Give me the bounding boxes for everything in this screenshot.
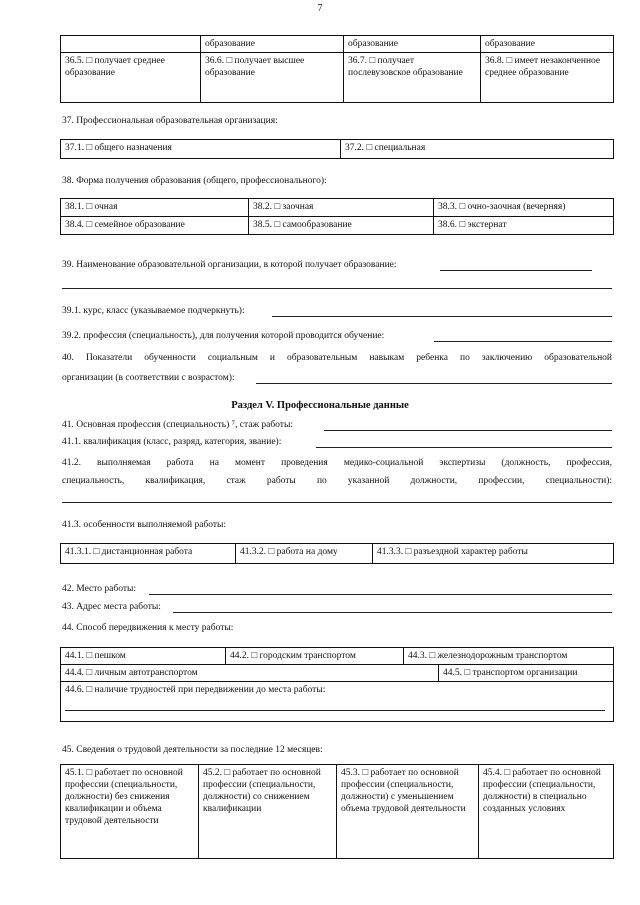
option-38-2[interactable]: 38.2. □ заочная [249,199,434,217]
t36-r1-c2: образование [201,36,344,53]
option-36-7[interactable]: 36.7. □ получает послевузовское образование [344,53,481,103]
page-number: 7 [317,3,323,14]
table-37 [60,139,614,159]
q39-field-line2[interactable] [62,288,612,289]
q41-2-line2: специальность, квалификация, стаж работы по указанной должности, профессии, специальности): [62,476,612,486]
option-44-6[interactable] [61,682,614,722]
option-36-6[interactable]: 36.6. □ получает высшее образование [201,53,344,103]
option-45-1[interactable]: 45.1. □ работает по основной профессии (специальности, должности) без снижения квалификации и объема трудовой деятельности [61,765,199,859]
option-38-6[interactable]: 38.6. □ экстернат [434,217,614,235]
option-38-3[interactable]: 38.3. □ очно-заочная (вечерняя) [434,199,614,217]
table-45 [60,764,614,859]
option-41-3-1[interactable]: 41.3.1. □ дистанционная работа [61,544,236,564]
q41-2-field[interactable] [62,502,612,503]
option-44-4[interactable]: 44.4. □ личным автотранспортом [61,665,439,682]
option-38-5[interactable]: 38.5. □ самообразование [249,217,434,235]
t36-r1-c1 [61,36,201,53]
q42-label: 42. Место работы: [62,584,136,594]
q41-2-line1: 41.2. выполняемая работа на момент проведения медико-социальной экспертизы (должность, профессия, [62,458,612,468]
option-45-4[interactable]: 45.4. □ работает по основной профессии (специальности, должности) в специально созданных условиях [479,765,614,859]
q37-label: 37. Профессиональная образовательная организация: [62,116,278,126]
option-44-5[interactable]: 44.5. □ транспортом организации [439,665,614,682]
t36-r1-c3: образование [344,36,481,53]
q40-line1: 40. Показатели обученности социальным и образовательным навыкам ребенка по заключению образовательной [62,353,612,363]
table-36 [60,35,614,103]
q45-label: 45. Сведения о трудовой деятельности за последние 12 месяцев: [62,745,323,755]
q42-field[interactable] [149,594,612,595]
option-36-5[interactable]: 36.5. □ получает среднее образование [61,53,201,103]
q39-label: 39. Наименование образовательной организации, в которой получает образование: [62,260,397,270]
q43-label: 43. Адрес места работы: [62,602,161,612]
q38-label: 38. Форма получения образования (общего, профессионального): [62,176,327,186]
q39-1-label: 39.1. курс, класс (указываемое подчеркнуть): [62,306,245,316]
option-44-6-field[interactable] [65,696,605,711]
q41-1-label: 41.1. квалификация (класс, разряд, категория, звание): [62,437,282,447]
option-44-3[interactable]: 44.3. □ железнодорожным транспортом [404,648,614,665]
option-37-2[interactable]: 37.2. □ специальная [341,140,614,159]
q40-line2: организации (в соответствии с возрастом): [62,373,235,383]
option-45-2[interactable]: 45.2. □ работает по основной профессии (специальности, должности) со снижением квалификации [199,765,337,859]
option-44-2[interactable]: 44.2. □ городским транспортом [226,648,404,665]
q44-label: 44. Способ передвижения к месту работы: [62,623,234,633]
q41-field[interactable] [324,430,612,431]
q41-1-field[interactable] [316,447,612,448]
q39-2-label: 39.2. профессия (специальность), для получения которой проводится обучение: [62,331,385,341]
t36-r1-c4: образование [481,36,614,53]
section-5-title: Раздел V. Профессиональные данные [231,400,409,411]
option-41-3-2[interactable]: 41.3.2. □ работа на дому [236,544,373,564]
option-44-6-label: 44.6. □ наличие трудностей при передвижении до места работы: [65,685,326,695]
q39-field[interactable] [440,270,592,271]
option-38-1[interactable]: 38.1. □ очная [61,199,249,217]
q43-field[interactable] [173,612,612,613]
q41-label: 41. Основная профессия (специальность) ⁷, стаж работы: [62,420,293,430]
q41-3-label: 41.3. особенности выполняемой работы: [62,520,227,530]
q39-2-field[interactable] [434,341,612,342]
option-36-8[interactable]: 36.8. □ имеет незаконченное среднее образование [481,53,614,103]
option-45-3[interactable]: 45.3. □ работает по основной профессии (специальности, должности) с уменьшением объема трудовой деятельности [337,765,479,859]
table-44 [60,647,614,722]
table-38 [60,198,614,235]
q39-1-field[interactable] [272,316,612,317]
option-41-3-3[interactable]: 41.3.3. □ разъездной характер работы [373,544,614,564]
table-41-3 [60,543,614,564]
option-37-1[interactable]: 37.1. □ общего назначения [61,140,341,159]
option-44-1[interactable]: 44.1. □ пешком [61,648,226,665]
option-38-4[interactable]: 38.4. □ семейное образование [61,217,249,235]
q40-field[interactable] [256,383,612,384]
